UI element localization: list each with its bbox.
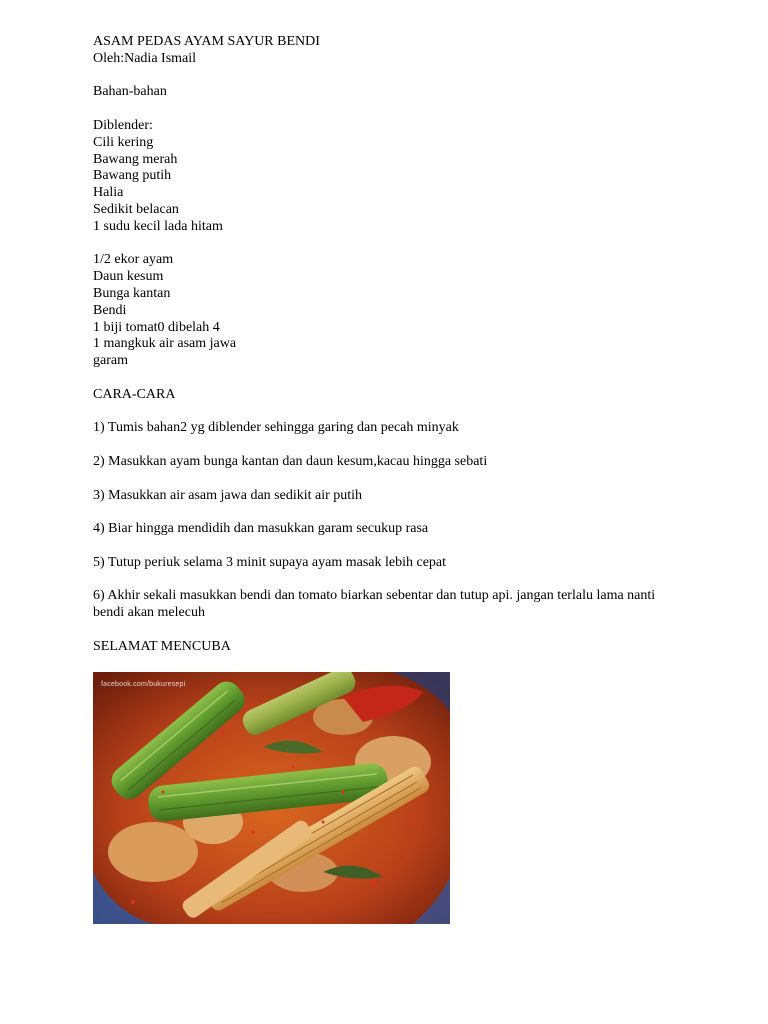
method-step: 2) Masukkan ayam bunga kantan dan daun kesum,kacau hingga sebati: [93, 453, 488, 469]
ingredient-item: garam: [93, 353, 128, 369]
ingredient-item: Bendi: [93, 302, 127, 318]
dish-photo: [93, 672, 450, 924]
ingredient-item: 1/2 ekor ayam: [93, 252, 174, 268]
ingredient-item: Daun kesum: [93, 269, 164, 285]
ingredient-item: Halia: [93, 185, 124, 201]
ingredient-item: 1 biji tomat0 dibelah 4: [93, 319, 220, 335]
method-step: 6) Akhir sekali masukkan bendi dan tomato biarkan sebentar dan tutup api. jangan terlalu lama nanti bendi akan melecuh: [93, 588, 656, 621]
blend-heading: Diblender:: [93, 117, 153, 133]
ingredient-item: Bunga kantan: [93, 285, 171, 301]
ingredient-item: 1 mangkuk air asam jawa: [93, 336, 237, 352]
method-step: 4) Biar hingga mendidih dan masukkan garam secukup rasa: [93, 521, 429, 537]
closing-text: SELAMAT MENCUBA: [93, 638, 231, 654]
method-step: 5) Tutup periuk selama 3 minit supaya ayam masak lebih cepat: [93, 554, 447, 570]
ingredient-item: Sedikit belacan: [93, 201, 179, 217]
method-step: 3) Masukkan air asam jawa dan sedikit air putih: [93, 487, 363, 503]
recipe-title: ASAM PEDAS AYAM SAYUR BENDI: [93, 34, 320, 49]
method-step: 1) Tumis bahan2 yg diblender sehingga garing dan pecah minyak: [93, 420, 459, 436]
ingredient-item: Bawang putih: [93, 168, 172, 184]
ingredients-heading: Bahan-bahan: [93, 84, 167, 100]
ingredient-item: Bawang merah: [93, 151, 178, 167]
recipe-author: Oleh:Nadia Ismail: [93, 50, 197, 66]
ingredient-item: Cili kering: [93, 134, 154, 150]
photo-watermark: facebook.com/bukuresepi: [101, 681, 186, 688]
recipe-document: [93, 34, 693, 655]
method-heading: CARA-CARA: [93, 386, 176, 402]
ingredient-item: 1 sudu kecil lada hitam: [93, 218, 223, 234]
